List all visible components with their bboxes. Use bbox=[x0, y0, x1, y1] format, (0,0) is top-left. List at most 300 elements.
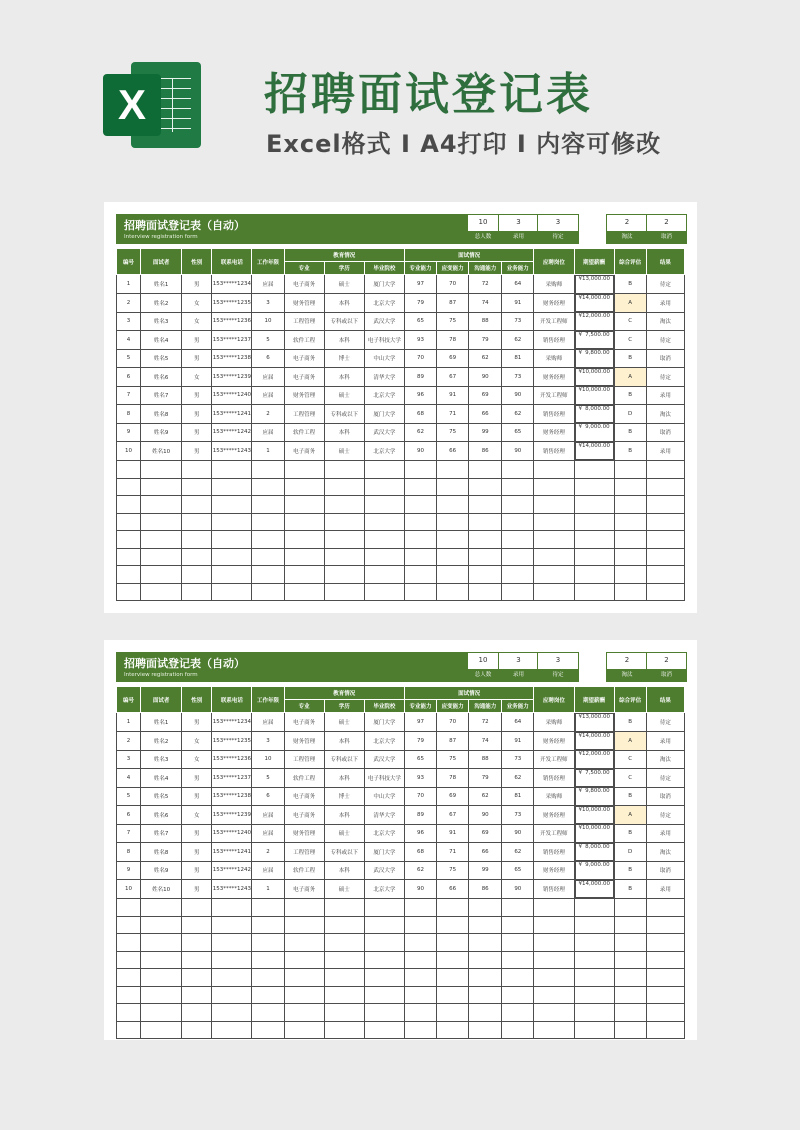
table-cell: 64 bbox=[502, 713, 534, 732]
table-cell: 69 bbox=[469, 386, 502, 405]
table-cell: 开发工程师 bbox=[534, 386, 574, 405]
table-cell: 销售经理 bbox=[534, 405, 574, 424]
table-cell: 厦门大学 bbox=[364, 405, 404, 424]
table-cell-salary bbox=[575, 368, 614, 387]
table-cell-empty bbox=[182, 566, 212, 584]
total-count-value: 10 bbox=[478, 656, 488, 664]
table-cell: 录用 bbox=[646, 386, 684, 405]
table-cell: 姓名4 bbox=[141, 331, 182, 350]
table-cell-empty bbox=[141, 478, 182, 496]
table-cell: 开发工程师 bbox=[534, 750, 574, 769]
table-cell: 5 bbox=[117, 349, 141, 368]
table-cell: C bbox=[614, 769, 646, 788]
table-cell: 62 bbox=[502, 331, 534, 350]
table-cell-empty bbox=[364, 478, 404, 496]
table-cell: 91 bbox=[437, 824, 469, 843]
salary-value: 7,500.00 bbox=[585, 769, 610, 776]
table-cell: B bbox=[614, 349, 646, 368]
table-cell: 5 bbox=[252, 331, 284, 350]
table-cell: 66 bbox=[437, 442, 469, 461]
table-cell-empty bbox=[324, 951, 364, 969]
table-cell: 北京大学 bbox=[364, 824, 404, 843]
table-cell-empty bbox=[324, 969, 364, 987]
table-cell: 武汉大学 bbox=[364, 750, 404, 769]
table-cell-empty bbox=[437, 899, 469, 917]
table-cell-empty bbox=[469, 461, 502, 479]
table-cell: 录用 bbox=[646, 732, 684, 751]
table-cell-empty bbox=[252, 513, 284, 531]
table-cell-empty bbox=[117, 461, 141, 479]
total-count-box bbox=[467, 652, 499, 682]
status-count-box bbox=[498, 652, 539, 682]
table-cell-empty bbox=[614, 934, 646, 952]
table-cell: B bbox=[614, 442, 646, 461]
table-cell-empty bbox=[141, 951, 182, 969]
table-cell-empty bbox=[141, 461, 182, 479]
table-cell-empty bbox=[502, 1021, 534, 1039]
col-header-comm: 沟通能力 bbox=[469, 700, 502, 713]
table-row bbox=[117, 405, 685, 424]
table-cell-empty bbox=[534, 934, 574, 952]
currency-symbol: ¥ bbox=[578, 714, 582, 720]
table-cell: 71 bbox=[437, 405, 469, 424]
table-cell: 6 bbox=[252, 787, 284, 806]
table-cell: 待定 bbox=[646, 368, 684, 387]
table-cell-empty bbox=[534, 478, 574, 496]
table-cell: 姓名3 bbox=[141, 750, 182, 769]
table-cell-empty bbox=[502, 583, 534, 601]
table-cell-empty bbox=[574, 513, 614, 531]
table-cell-salary bbox=[575, 349, 614, 368]
col-header-no: 编号 bbox=[117, 249, 141, 275]
table-cell: 姓名1 bbox=[141, 275, 182, 294]
table-cell-empty bbox=[614, 583, 646, 601]
table-cell: 75 bbox=[437, 312, 469, 331]
status-count-box bbox=[646, 652, 687, 682]
table-cell-empty bbox=[502, 461, 534, 479]
table-cell: 女 bbox=[182, 368, 212, 387]
table-cell: 武汉大学 bbox=[364, 312, 404, 331]
table-cell: 153*****1239 bbox=[212, 368, 252, 387]
table-cell-empty bbox=[404, 478, 436, 496]
currency-symbol: ¥ bbox=[578, 368, 582, 375]
table-row bbox=[117, 349, 685, 368]
table-cell-empty bbox=[324, 916, 364, 934]
table-cell: 93 bbox=[404, 331, 436, 350]
table-cell: 男 bbox=[182, 769, 212, 788]
table-cell-empty bbox=[534, 513, 574, 531]
col-header-result: 结果 bbox=[646, 687, 684, 713]
table-row bbox=[117, 423, 685, 442]
table-cell-empty bbox=[469, 916, 502, 934]
sheet-preview-2 bbox=[104, 640, 697, 1040]
table-cell-empty bbox=[534, 1004, 574, 1022]
table-cell: 硕士 bbox=[324, 386, 364, 405]
table-cell-empty bbox=[284, 566, 324, 584]
currency-symbol: ¥ bbox=[578, 769, 582, 776]
col-header-degree: 学历 bbox=[324, 700, 364, 713]
table-cell-empty bbox=[284, 461, 324, 479]
table-cell-empty bbox=[469, 899, 502, 917]
table-cell-empty bbox=[252, 496, 284, 514]
table-cell-empty bbox=[141, 531, 182, 549]
table-row-empty bbox=[117, 1004, 685, 1022]
table-cell-empty bbox=[252, 934, 284, 952]
table-cell: 153*****1241 bbox=[212, 405, 252, 424]
table-cell: 90 bbox=[404, 880, 436, 899]
table-cell: 9 bbox=[117, 423, 141, 442]
table-cell-empty bbox=[117, 583, 141, 601]
col-header-position: 应聘岗位 bbox=[534, 687, 574, 713]
table-cell-empty bbox=[284, 951, 324, 969]
table-cell: 153*****1238 bbox=[212, 787, 252, 806]
table-cell-empty bbox=[404, 934, 436, 952]
status-count-value: 3 bbox=[516, 218, 521, 226]
table-cell: 电子科技大学 bbox=[364, 769, 404, 788]
table-cell: 3 bbox=[117, 312, 141, 331]
table-cell: 电子科技大学 bbox=[364, 331, 404, 350]
table-cell: 姓名8 bbox=[141, 405, 182, 424]
table-row bbox=[117, 750, 685, 769]
table-cell-empty bbox=[614, 969, 646, 987]
table-cell-empty bbox=[182, 986, 212, 1004]
table-row-empty bbox=[117, 513, 685, 531]
table-cell: 67 bbox=[437, 806, 469, 825]
table-cell: 软件工程 bbox=[284, 331, 324, 350]
currency-symbol: ¥ bbox=[578, 825, 582, 831]
poster-subtitle: Excel格式 I A4打印 I 内容可修改 bbox=[266, 130, 662, 158]
table-cell: 武汉大学 bbox=[364, 423, 404, 442]
currency-symbol: ¥ bbox=[578, 294, 582, 301]
status-count-value: 3 bbox=[555, 218, 561, 226]
table-cell: 应届 bbox=[252, 386, 284, 405]
table-cell-empty bbox=[404, 548, 436, 566]
col-group-interview: 面试情况 bbox=[404, 687, 533, 700]
table-cell-empty bbox=[404, 986, 436, 1004]
table-cell: 姓名2 bbox=[141, 294, 182, 313]
table-cell-empty bbox=[182, 496, 212, 514]
table-cell: B bbox=[614, 386, 646, 405]
table-cell-empty bbox=[182, 583, 212, 601]
table-cell: B bbox=[614, 861, 646, 880]
table-cell-empty bbox=[469, 934, 502, 952]
salary-value: 12,000.00 bbox=[582, 313, 610, 319]
table-cell: 153*****1240 bbox=[212, 386, 252, 405]
table-cell: 女 bbox=[182, 732, 212, 751]
status-count-label: 录用 bbox=[499, 669, 538, 681]
col-header-result: 结果 bbox=[646, 249, 684, 275]
col-header-no: 编号 bbox=[117, 687, 141, 713]
table-cell-empty bbox=[646, 986, 684, 1004]
table-cell-salary bbox=[575, 769, 614, 788]
table-cell: 男 bbox=[182, 386, 212, 405]
currency-symbol: ¥ bbox=[578, 313, 582, 319]
table-cell: 开发工程师 bbox=[534, 312, 574, 331]
table-cell-empty bbox=[404, 496, 436, 514]
table-cell: 电子商务 bbox=[284, 442, 324, 461]
table-cell: 男 bbox=[182, 349, 212, 368]
table-cell-empty bbox=[117, 899, 141, 917]
table-cell-empty bbox=[574, 478, 614, 496]
table-row-empty bbox=[117, 951, 685, 969]
salary-value: 14,000.00 bbox=[582, 732, 610, 739]
col-header-years: 工作年限 bbox=[252, 687, 284, 713]
table-cell-empty bbox=[182, 1021, 212, 1039]
table-cell: 153*****1235 bbox=[212, 294, 252, 313]
total-count-label: 总人数 bbox=[468, 669, 498, 681]
table-cell: 153*****1235 bbox=[212, 732, 252, 751]
table-cell: 待定 bbox=[646, 806, 684, 825]
table-cell: 87 bbox=[437, 732, 469, 751]
table-cell: 财务经理 bbox=[534, 806, 574, 825]
table-cell: 2 bbox=[252, 405, 284, 424]
table-cell-empty bbox=[614, 986, 646, 1004]
table-cell-empty bbox=[324, 1021, 364, 1039]
table-cell: 开发工程师 bbox=[534, 824, 574, 843]
currency-symbol: ¥ bbox=[578, 350, 582, 356]
col-header-salary: 期望薪酬 bbox=[574, 249, 614, 275]
table-cell-empty bbox=[141, 986, 182, 1004]
table-cell: 清华大学 bbox=[364, 368, 404, 387]
table-cell-empty bbox=[212, 969, 252, 987]
table-cell-empty bbox=[437, 566, 469, 584]
table-cell-salary bbox=[575, 713, 614, 732]
table-cell-empty bbox=[364, 934, 404, 952]
table-cell-empty bbox=[534, 1021, 574, 1039]
salary-value: 13,000.00 bbox=[582, 714, 610, 720]
table-cell: 73 bbox=[502, 750, 534, 769]
table-cell-empty bbox=[574, 951, 614, 969]
table-cell-salary bbox=[575, 312, 614, 331]
table-cell-empty bbox=[141, 566, 182, 584]
table-cell: 软件工程 bbox=[284, 769, 324, 788]
table-cell: 2 bbox=[117, 732, 141, 751]
table-cell-empty bbox=[284, 1021, 324, 1039]
table-cell: 电子商务 bbox=[284, 787, 324, 806]
table-cell: 电子商务 bbox=[284, 275, 324, 294]
table-cell: 姓名5 bbox=[141, 349, 182, 368]
table-cell-empty bbox=[404, 969, 436, 987]
status-count-label: 淘汰 bbox=[607, 231, 647, 243]
table-cell: 姓名3 bbox=[141, 312, 182, 331]
table-cell-empty bbox=[574, 531, 614, 549]
table-cell-empty bbox=[141, 548, 182, 566]
total-count-box bbox=[467, 214, 499, 244]
table-cell-empty bbox=[646, 934, 684, 952]
table-cell-empty bbox=[614, 916, 646, 934]
table-cell: 本科 bbox=[324, 331, 364, 350]
table-cell: 153*****1236 bbox=[212, 312, 252, 331]
table-cell-salary bbox=[575, 331, 614, 350]
table-cell-empty bbox=[182, 478, 212, 496]
table-cell-empty bbox=[212, 934, 252, 952]
table-cell: 153*****1243 bbox=[212, 880, 252, 899]
col-header-adapt: 应变能力 bbox=[437, 700, 469, 713]
col-header-major: 专业 bbox=[284, 262, 324, 275]
table-cell-empty bbox=[614, 478, 646, 496]
table-cell-empty bbox=[324, 496, 364, 514]
table-cell-empty bbox=[141, 583, 182, 601]
table-cell-empty bbox=[646, 496, 684, 514]
table-cell-empty bbox=[646, 461, 684, 479]
table-cell-empty bbox=[502, 899, 534, 917]
table-cell: 90 bbox=[404, 442, 436, 461]
table-cell: 64 bbox=[502, 275, 534, 294]
table-cell-empty bbox=[574, 934, 614, 952]
table-cell-empty bbox=[141, 1021, 182, 1039]
table-cell: 财务管理 bbox=[284, 386, 324, 405]
table-cell: 10 bbox=[117, 880, 141, 899]
table-cell: 81 bbox=[502, 787, 534, 806]
table-cell-empty bbox=[117, 531, 141, 549]
col-header-phone: 联系电话 bbox=[212, 687, 252, 713]
table-cell-empty bbox=[141, 899, 182, 917]
table-cell-empty bbox=[469, 513, 502, 531]
table-cell: 62 bbox=[502, 843, 534, 862]
table-cell-empty bbox=[252, 531, 284, 549]
table-cell-empty bbox=[182, 1004, 212, 1022]
salary-value: 12,000.00 bbox=[582, 751, 610, 757]
table-cell: 87 bbox=[437, 294, 469, 313]
table-cell-empty bbox=[534, 951, 574, 969]
table-cell-empty bbox=[212, 513, 252, 531]
table-cell: 79 bbox=[469, 769, 502, 788]
table-cell-salary bbox=[575, 824, 614, 843]
table-cell: 男 bbox=[182, 442, 212, 461]
table-cell: C bbox=[614, 331, 646, 350]
table-cell: 待定 bbox=[646, 769, 684, 788]
table-cell: 10 bbox=[252, 312, 284, 331]
sheet-title: 招聘面试登记表（自动） bbox=[124, 219, 245, 232]
table-cell-empty bbox=[212, 916, 252, 934]
table-row bbox=[117, 843, 685, 862]
table-cell-empty bbox=[469, 1021, 502, 1039]
salary-value: 10,000.00 bbox=[582, 806, 610, 813]
table-cell: 88 bbox=[469, 312, 502, 331]
interview-table bbox=[116, 686, 685, 1039]
table-cell: 6 bbox=[117, 806, 141, 825]
table-cell: 姓名10 bbox=[141, 880, 182, 899]
table-cell: 3 bbox=[252, 732, 284, 751]
table-cell: 应届 bbox=[252, 713, 284, 732]
table-cell: 91 bbox=[502, 294, 534, 313]
table-cell: 73 bbox=[502, 806, 534, 825]
table-cell-empty bbox=[534, 531, 574, 549]
table-cell: 工程管理 bbox=[284, 312, 324, 331]
table-cell-empty bbox=[574, 496, 614, 514]
table-cell: 72 bbox=[469, 275, 502, 294]
table-cell: 专科或以下 bbox=[324, 405, 364, 424]
status-count-box bbox=[606, 214, 648, 244]
col-header-adapt: 应变能力 bbox=[437, 262, 469, 275]
excel-logo-icon bbox=[103, 62, 203, 152]
table-cell: 北京大学 bbox=[364, 294, 404, 313]
table-cell-empty bbox=[437, 548, 469, 566]
table-cell-empty bbox=[252, 916, 284, 934]
table-cell: 73 bbox=[502, 368, 534, 387]
table-cell: 73 bbox=[502, 312, 534, 331]
table-cell-empty bbox=[437, 583, 469, 601]
table-cell: 72 bbox=[469, 713, 502, 732]
table-cell: 10 bbox=[252, 750, 284, 769]
table-cell-empty bbox=[614, 899, 646, 917]
table-cell: 男 bbox=[182, 787, 212, 806]
table-cell-salary bbox=[575, 442, 614, 461]
table-cell: 电子商务 bbox=[284, 368, 324, 387]
table-cell-salary bbox=[575, 750, 614, 769]
table-cell-empty bbox=[574, 986, 614, 1004]
table-cell-empty bbox=[502, 531, 534, 549]
table-cell: 待定 bbox=[646, 713, 684, 732]
table-cell-empty bbox=[646, 1004, 684, 1022]
table-cell-empty bbox=[646, 513, 684, 531]
table-cell: 90 bbox=[502, 442, 534, 461]
table-cell-empty bbox=[469, 969, 502, 987]
table-cell-empty bbox=[284, 934, 324, 952]
table-cell-empty bbox=[437, 916, 469, 934]
salary-value: 10,000.00 bbox=[582, 387, 610, 393]
table-cell: 采购师 bbox=[534, 787, 574, 806]
table-cell: 70 bbox=[404, 349, 436, 368]
table-cell: 工程管理 bbox=[284, 405, 324, 424]
table-cell-empty bbox=[646, 899, 684, 917]
table-cell-empty bbox=[614, 566, 646, 584]
table-cell-empty bbox=[324, 986, 364, 1004]
interview-table bbox=[116, 248, 685, 601]
table-cell: 8 bbox=[117, 843, 141, 862]
table-cell-empty bbox=[437, 951, 469, 969]
sheet-title-banner bbox=[116, 652, 467, 682]
table-cell-empty bbox=[437, 986, 469, 1004]
logo-letter: X bbox=[103, 74, 161, 136]
table-cell-empty bbox=[534, 566, 574, 584]
table-cell: 1 bbox=[252, 442, 284, 461]
table-cell: 97 bbox=[404, 713, 436, 732]
table-cell-empty bbox=[182, 934, 212, 952]
table-cell: 78 bbox=[437, 331, 469, 350]
table-row bbox=[117, 732, 685, 751]
table-row bbox=[117, 713, 685, 732]
currency-symbol: ¥ bbox=[578, 424, 582, 430]
table-cell-empty bbox=[614, 496, 646, 514]
table-cell: 女 bbox=[182, 294, 212, 313]
table-cell-empty bbox=[534, 496, 574, 514]
table-cell-empty bbox=[502, 986, 534, 1004]
sheet-title-banner bbox=[116, 214, 467, 244]
table-cell-salary bbox=[575, 806, 614, 825]
table-row bbox=[117, 275, 685, 294]
table-cell-empty bbox=[212, 478, 252, 496]
table-cell: 专科或以下 bbox=[324, 750, 364, 769]
table-cell-empty bbox=[574, 583, 614, 601]
table-cell-empty bbox=[574, 566, 614, 584]
table-row bbox=[117, 294, 685, 313]
table-cell: 男 bbox=[182, 275, 212, 294]
table-cell-empty bbox=[437, 1004, 469, 1022]
table-cell: 男 bbox=[182, 880, 212, 899]
table-cell: A bbox=[614, 732, 646, 751]
table-cell: C bbox=[614, 312, 646, 331]
status-count-box bbox=[498, 214, 539, 244]
table-cell-empty bbox=[614, 951, 646, 969]
table-cell: 本科 bbox=[324, 861, 364, 880]
table-cell-salary bbox=[575, 843, 614, 862]
table-cell: D bbox=[614, 405, 646, 424]
table-cell-empty bbox=[252, 986, 284, 1004]
table-cell-empty bbox=[212, 986, 252, 1004]
col-group-education: 教育情况 bbox=[284, 249, 404, 262]
table-cell-empty bbox=[212, 461, 252, 479]
